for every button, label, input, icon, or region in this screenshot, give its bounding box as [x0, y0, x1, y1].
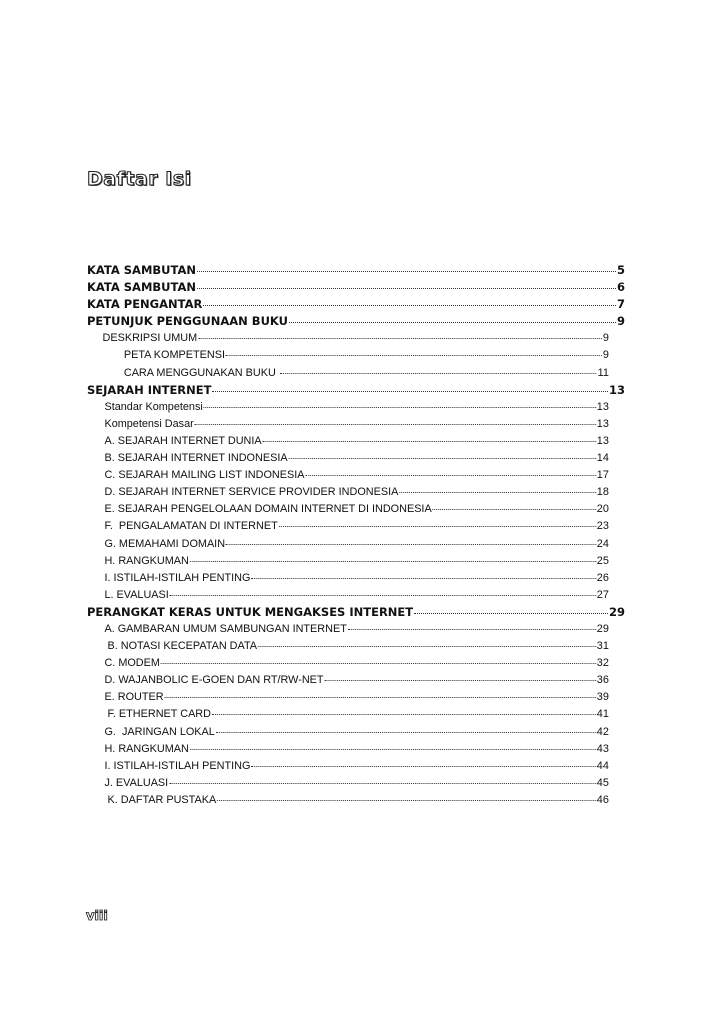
toc-entry-label: CARA MENGGUNAKAN BUKU: [123, 366, 279, 379]
toc-entry-page-number: 32: [596, 657, 609, 670]
toc-entry-page-number: 5: [616, 263, 625, 277]
toc-entry-label: D. WAJANBOLIC E-GOEN DAN RT/RW-NET: [104, 674, 324, 687]
toc-entry-page-number: 9: [602, 349, 609, 362]
toc-entry[interactable]: [87, 433, 609, 450]
toc-entry-label: Kompetensi Dasar: [104, 417, 194, 430]
toc-entry-page-number: 44: [596, 759, 609, 772]
toc-entry-label: A. SEJARAH INTERNET DUNIA: [104, 434, 262, 447]
toc-dot-leader: [226, 354, 602, 356]
toc-entry[interactable]: [87, 672, 609, 689]
toc-dot-leader: [280, 372, 597, 374]
toc-entry[interactable]: [87, 792, 609, 809]
toc-entry[interactable]: [87, 484, 609, 501]
toc-entry-label: H. RANGKUMAN: [104, 742, 189, 755]
toc-entry-page-number: 13: [596, 400, 609, 413]
toc-entry[interactable]: [87, 638, 609, 655]
toc-entry-page-number: 20: [596, 503, 609, 516]
toc-entry-label: KATA SAMBUTAN: [87, 280, 196, 295]
toc-entry-label: D. SEJARAH INTERNET SERVICE PROVIDER INDONESIA: [104, 486, 399, 499]
toc-entry-page-number: 24: [596, 537, 609, 550]
toc-entry-label: L. EVALUASI: [104, 588, 169, 601]
toc-dot-leader: [216, 731, 596, 733]
toc-entry[interactable]: [87, 347, 609, 364]
toc-entry-label: KATA SAMBUTAN: [87, 263, 196, 277]
toc-entry-page-number: 9: [616, 314, 625, 329]
toc-dot-leader: [212, 713, 596, 715]
toc-entry-page-number: 39: [596, 691, 609, 704]
toc-entry-label: F. PENGALAMATAN DI INTERNET: [104, 520, 278, 533]
toc-dot-leader: [190, 748, 596, 750]
toc-entry-page-number: 41: [596, 708, 609, 721]
toc-entry-page-number: 46: [596, 793, 609, 806]
toc-entry-label: A. GAMBARAN UMUM SAMBUNGAN INTERNET: [104, 622, 347, 635]
toc-entry-label: B. NOTASI KECEPATAN DATA: [104, 640, 258, 653]
toc-dot-leader: [251, 577, 595, 579]
toc-entry-page-number: 14: [596, 452, 609, 465]
toc-dot-leader: [324, 679, 595, 681]
toc-dot-leader: [279, 525, 596, 527]
toc-entry-page-number: 7: [616, 297, 625, 312]
toc-entry[interactable]: [87, 399, 609, 416]
toc-entry[interactable]: [87, 467, 609, 484]
toc-entry[interactable]: [87, 536, 609, 553]
toc-dot-leader: [305, 474, 595, 476]
toc-dot-leader: [165, 696, 596, 698]
toc-dot-leader: [251, 765, 595, 767]
toc-dot-leader: [263, 440, 596, 442]
toc-entry-label: PETUNJUK PENGGUNAAN BUKU: [87, 314, 288, 329]
toc-entry-page-number: 29: [596, 622, 609, 635]
toc-entry[interactable]: [87, 365, 609, 382]
toc-entry-page-number: 6: [616, 280, 625, 295]
toc-dot-leader: [433, 508, 596, 510]
toc-dot-leader: [289, 457, 596, 459]
toc-entry-label: G. JARINGAN LOKAL: [104, 725, 215, 738]
toc-entry-label: PETA KOMPETENSI: [123, 349, 225, 362]
toc-dot-leader: [204, 406, 596, 408]
toc-entry[interactable]: [87, 706, 609, 723]
toc-dot-leader: [197, 287, 616, 289]
toc-entry-page-number: 9: [602, 332, 609, 345]
toc-dot-leader: [226, 543, 596, 545]
toc-entry[interactable]: [87, 587, 609, 604]
toc-entry[interactable]: [87, 518, 609, 535]
toc-entry[interactable]: [87, 655, 609, 672]
toc-entry-page-number: 18: [596, 486, 609, 499]
toc-dot-leader: [170, 594, 596, 596]
toc-entry-label: C. SEJARAH MAILING LIST INDONESIA: [104, 469, 305, 482]
toc-entry-page-number: 11: [597, 366, 609, 379]
toc-entry[interactable]: [87, 621, 609, 638]
toc-entry-page-number: 13: [608, 382, 625, 397]
toc-entry-page-number: 42: [596, 725, 609, 738]
toc-entry-label: J. EVALUASI: [104, 776, 169, 789]
toc-entry-label: PERANGKAT KERAS UNTUK MENGAKSES INTERNET: [87, 604, 414, 619]
toc-entry[interactable]: [87, 313, 625, 330]
toc-entry[interactable]: [87, 570, 609, 587]
toc-entry-page-number: 29: [608, 604, 625, 619]
toc-entry-page-number: 36: [596, 674, 609, 687]
toc-dot-leader: [197, 270, 616, 272]
toc-dot-leader: [203, 304, 616, 306]
page-title: Daftar Isi: [87, 168, 192, 190]
toc-dot-leader: [169, 782, 596, 784]
toc-entry[interactable]: [87, 450, 609, 467]
toc-entry-page-number: 43: [596, 742, 609, 755]
toc-entry-label: G. MEMAHAMI DOMAIN: [104, 537, 226, 550]
toc-dot-leader: [289, 321, 616, 323]
toc-entry-page-number: 31: [596, 640, 609, 653]
toc-entry-label: K. DAFTAR PUSTAKA: [104, 793, 217, 806]
toc-entry-page-number: 13: [596, 434, 609, 447]
toc-entry[interactable]: [87, 382, 625, 399]
toc-entry-label: KATA PENGANTAR: [87, 297, 203, 312]
toc-entry[interactable]: [87, 416, 609, 433]
toc-entry-label: E. SEJARAH PENGELOLAAN DOMAIN INTERNET DI INDONESIA: [104, 503, 432, 516]
toc-entry-label: I. ISTILAH-ISTILAH PENTING: [104, 759, 251, 772]
toc-entry-page-number: 45: [596, 776, 609, 789]
toc-entry-label: H. RANGKUMAN: [104, 554, 189, 567]
toc-dot-leader: [348, 628, 596, 630]
toc-dot-leader: [217, 799, 596, 801]
toc-entry-label: Standar Kompetensi: [104, 400, 203, 413]
toc-entry[interactable]: [87, 501, 609, 518]
toc-entry[interactable]: [87, 330, 609, 347]
toc-entry[interactable]: [87, 689, 609, 706]
toc-entry[interactable]: [87, 279, 625, 296]
toc-entry-label: SEJARAH INTERNET: [87, 382, 212, 397]
toc-entry-page-number: 26: [596, 571, 609, 584]
toc-dot-leader: [399, 491, 596, 493]
toc-entry[interactable]: [87, 296, 625, 313]
toc-entry-label: B. SEJARAH INTERNET INDONESIA: [104, 452, 288, 465]
toc-entry[interactable]: [87, 775, 609, 792]
toc-entry[interactable]: [87, 741, 609, 758]
toc-dot-leader: [414, 612, 608, 614]
toc-entry[interactable]: [87, 553, 609, 570]
toc-entry[interactable]: [87, 724, 609, 741]
page-number-folio: viii: [86, 909, 108, 924]
toc-dot-leader: [190, 560, 596, 562]
toc-entry-page-number: 27: [596, 588, 609, 601]
toc-entry[interactable]: [87, 604, 625, 621]
toc-entry-label: C. MODEM: [104, 657, 160, 670]
toc-dot-leader: [212, 390, 608, 392]
toc-dot-leader: [195, 423, 596, 425]
toc-dot-leader: [161, 662, 596, 664]
toc-entry-page-number: 25: [596, 554, 609, 567]
toc-entry-page-number: 17: [596, 469, 609, 482]
toc-entry[interactable]: [87, 758, 609, 775]
table-of-contents: [87, 262, 625, 809]
toc-entry-label: E. ROUTER: [104, 691, 164, 704]
toc-entry-label: F. ETHERNET CARD: [104, 708, 211, 721]
toc-dot-leader: [198, 337, 602, 339]
toc-entry-page-number: 23: [596, 520, 609, 533]
toc-entry[interactable]: [87, 262, 625, 279]
toc-entry-label: I. ISTILAH-ISTILAH PENTING: [104, 571, 251, 584]
toc-entry-page-number: 13: [596, 417, 609, 430]
toc-entry-label: DESKRIPSI UMUM: [102, 332, 198, 345]
toc-dot-leader: [258, 645, 596, 647]
